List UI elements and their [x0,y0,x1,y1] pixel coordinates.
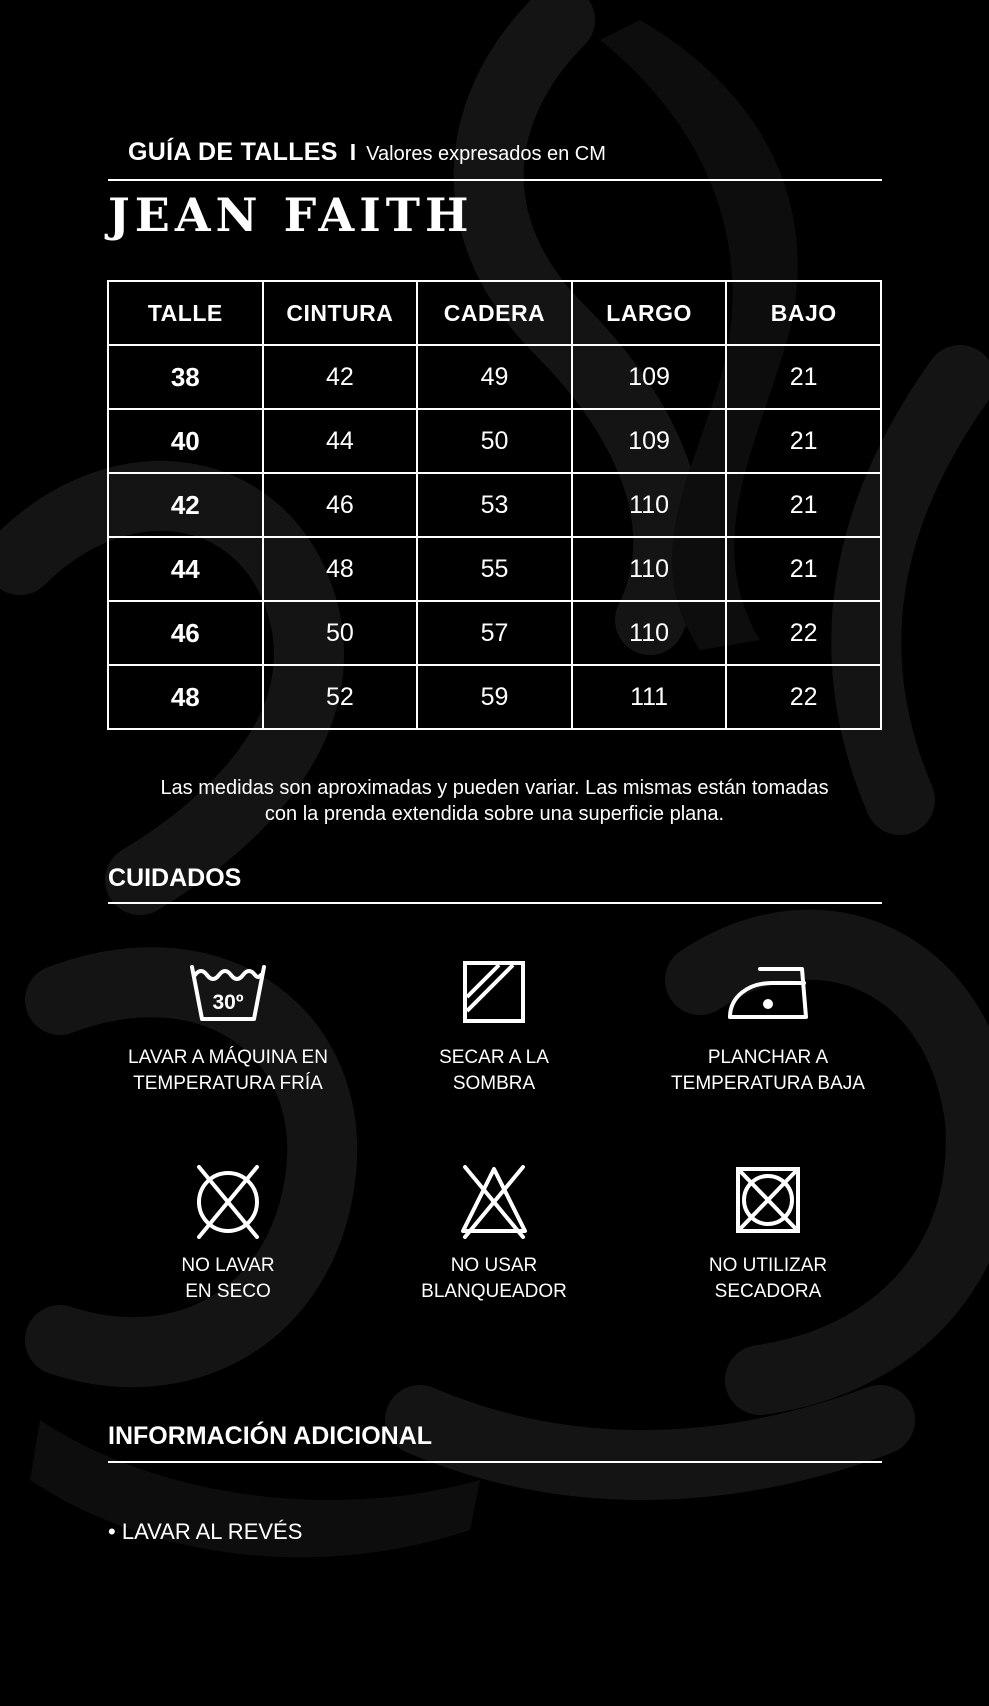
size-cell: 42 [108,473,263,537]
table-row [108,601,881,665]
additional-info-text: LAVAR AL REVÉS [121,1519,303,1544]
length-cell: 110 [572,601,727,665]
size-cell: 46 [108,601,263,665]
table-row [108,537,881,601]
list-item [108,1519,302,1545]
care-label [108,1253,348,1305]
column-header-talle: TALLE [108,281,263,345]
size-cell: 44 [108,537,263,601]
waist-cell: 46 [263,473,418,537]
dry-in-shade-icon [463,961,525,1023]
care-item-no-bleach [374,1165,614,1305]
waist-cell: 52 [263,665,418,729]
wash-temperature-label: 30º [212,991,244,1014]
care-item-machine-wash [108,961,348,1097]
waist-cell: 50 [263,601,418,665]
care-label-line: EN SECO [185,1281,271,1302]
care-item-dry-shade [374,961,614,1097]
product-name: JEAN FAITH [108,188,474,242]
care-label-line: PLANCHAR A [707,1047,829,1068]
size-guide-header [128,138,606,167]
measurement-note-line: Las medidas son aproximadas y pueden variar. Las mismas están tomadas [160,777,829,799]
care-divider [108,902,882,904]
size-cell: 38 [108,345,263,409]
waist-cell: 44 [263,409,418,473]
size-guide-title: GUÍA DE TALLES [128,138,338,166]
care-label-line: LAVAR A MÁQUINA EN [128,1047,328,1068]
care-section-title: CUIDADOS [108,864,242,892]
care-label [648,1045,888,1097]
care-item-iron-low [648,961,888,1097]
care-label [374,1253,614,1305]
size-cell: 40 [108,409,263,473]
hem-cell: 21 [726,537,881,601]
care-label [648,1253,888,1305]
length-cell: 109 [572,345,727,409]
no-dry-clean-icon [195,1165,261,1239]
hip-cell: 49 [417,345,572,409]
care-label [108,1045,348,1097]
care-label-line: BLANQUEADOR [421,1281,567,1302]
hip-cell: 57 [417,601,572,665]
table-row [108,345,881,409]
table-header-row [108,281,881,345]
care-item-no-tumble-dry [648,1165,888,1305]
care-item-no-dry-clean [108,1165,348,1305]
no-bleach-icon [459,1165,529,1239]
hip-cell: 59 [417,665,572,729]
care-label-line: TEMPERATURA FRÍA [133,1073,323,1094]
additional-info-title: INFORMACIÓN ADICIONAL [108,1422,433,1450]
header-divider [108,179,882,181]
table-row [108,665,881,729]
column-header-cintura: CINTURA [263,281,418,345]
units-note: Valores expresados en CM [366,143,606,165]
care-label-line: NO USAR [450,1255,538,1276]
care-label [374,1045,614,1097]
length-cell: 110 [572,473,727,537]
care-label-line: TEMPERATURA BAJA [671,1073,865,1094]
no-tumble-dry-icon [735,1165,801,1235]
hip-cell: 50 [417,409,572,473]
header-separator: I [349,139,357,165]
hip-cell: 53 [417,473,572,537]
hem-cell: 21 [726,345,881,409]
hem-cell: 21 [726,473,881,537]
column-header-largo: LARGO [572,281,727,345]
column-header-bajo: BAJO [726,281,881,345]
table-row [108,473,881,537]
hem-cell: 22 [726,601,881,665]
measurement-note-line: con la prenda extendida sobre una superficie plana. [264,803,725,825]
measurement-note [60,775,929,827]
wash-30-icon [188,961,268,1023]
column-header-cadera: CADERA [417,281,572,345]
care-label-line: SECAR A LA [439,1047,549,1068]
waist-cell: 42 [263,345,418,409]
length-cell: 111 [572,665,727,729]
size-table [107,280,882,730]
additional-info-divider [108,1461,882,1463]
iron-dot [763,999,773,1009]
length-cell: 110 [572,537,727,601]
size-cell: 48 [108,665,263,729]
care-label-line: NO UTILIZAR [708,1255,828,1276]
care-label-line: SECADORA [714,1281,822,1302]
waist-cell: 48 [263,537,418,601]
hem-cell: 21 [726,409,881,473]
care-label-line: NO LAVAR [181,1255,275,1276]
bullet-icon: • [108,1519,116,1544]
care-label-line: SOMBRA [452,1073,536,1094]
hip-cell: 55 [417,537,572,601]
iron-low-icon [726,961,810,1023]
length-cell: 109 [572,409,727,473]
hem-cell: 22 [726,665,881,729]
table-row [108,409,881,473]
